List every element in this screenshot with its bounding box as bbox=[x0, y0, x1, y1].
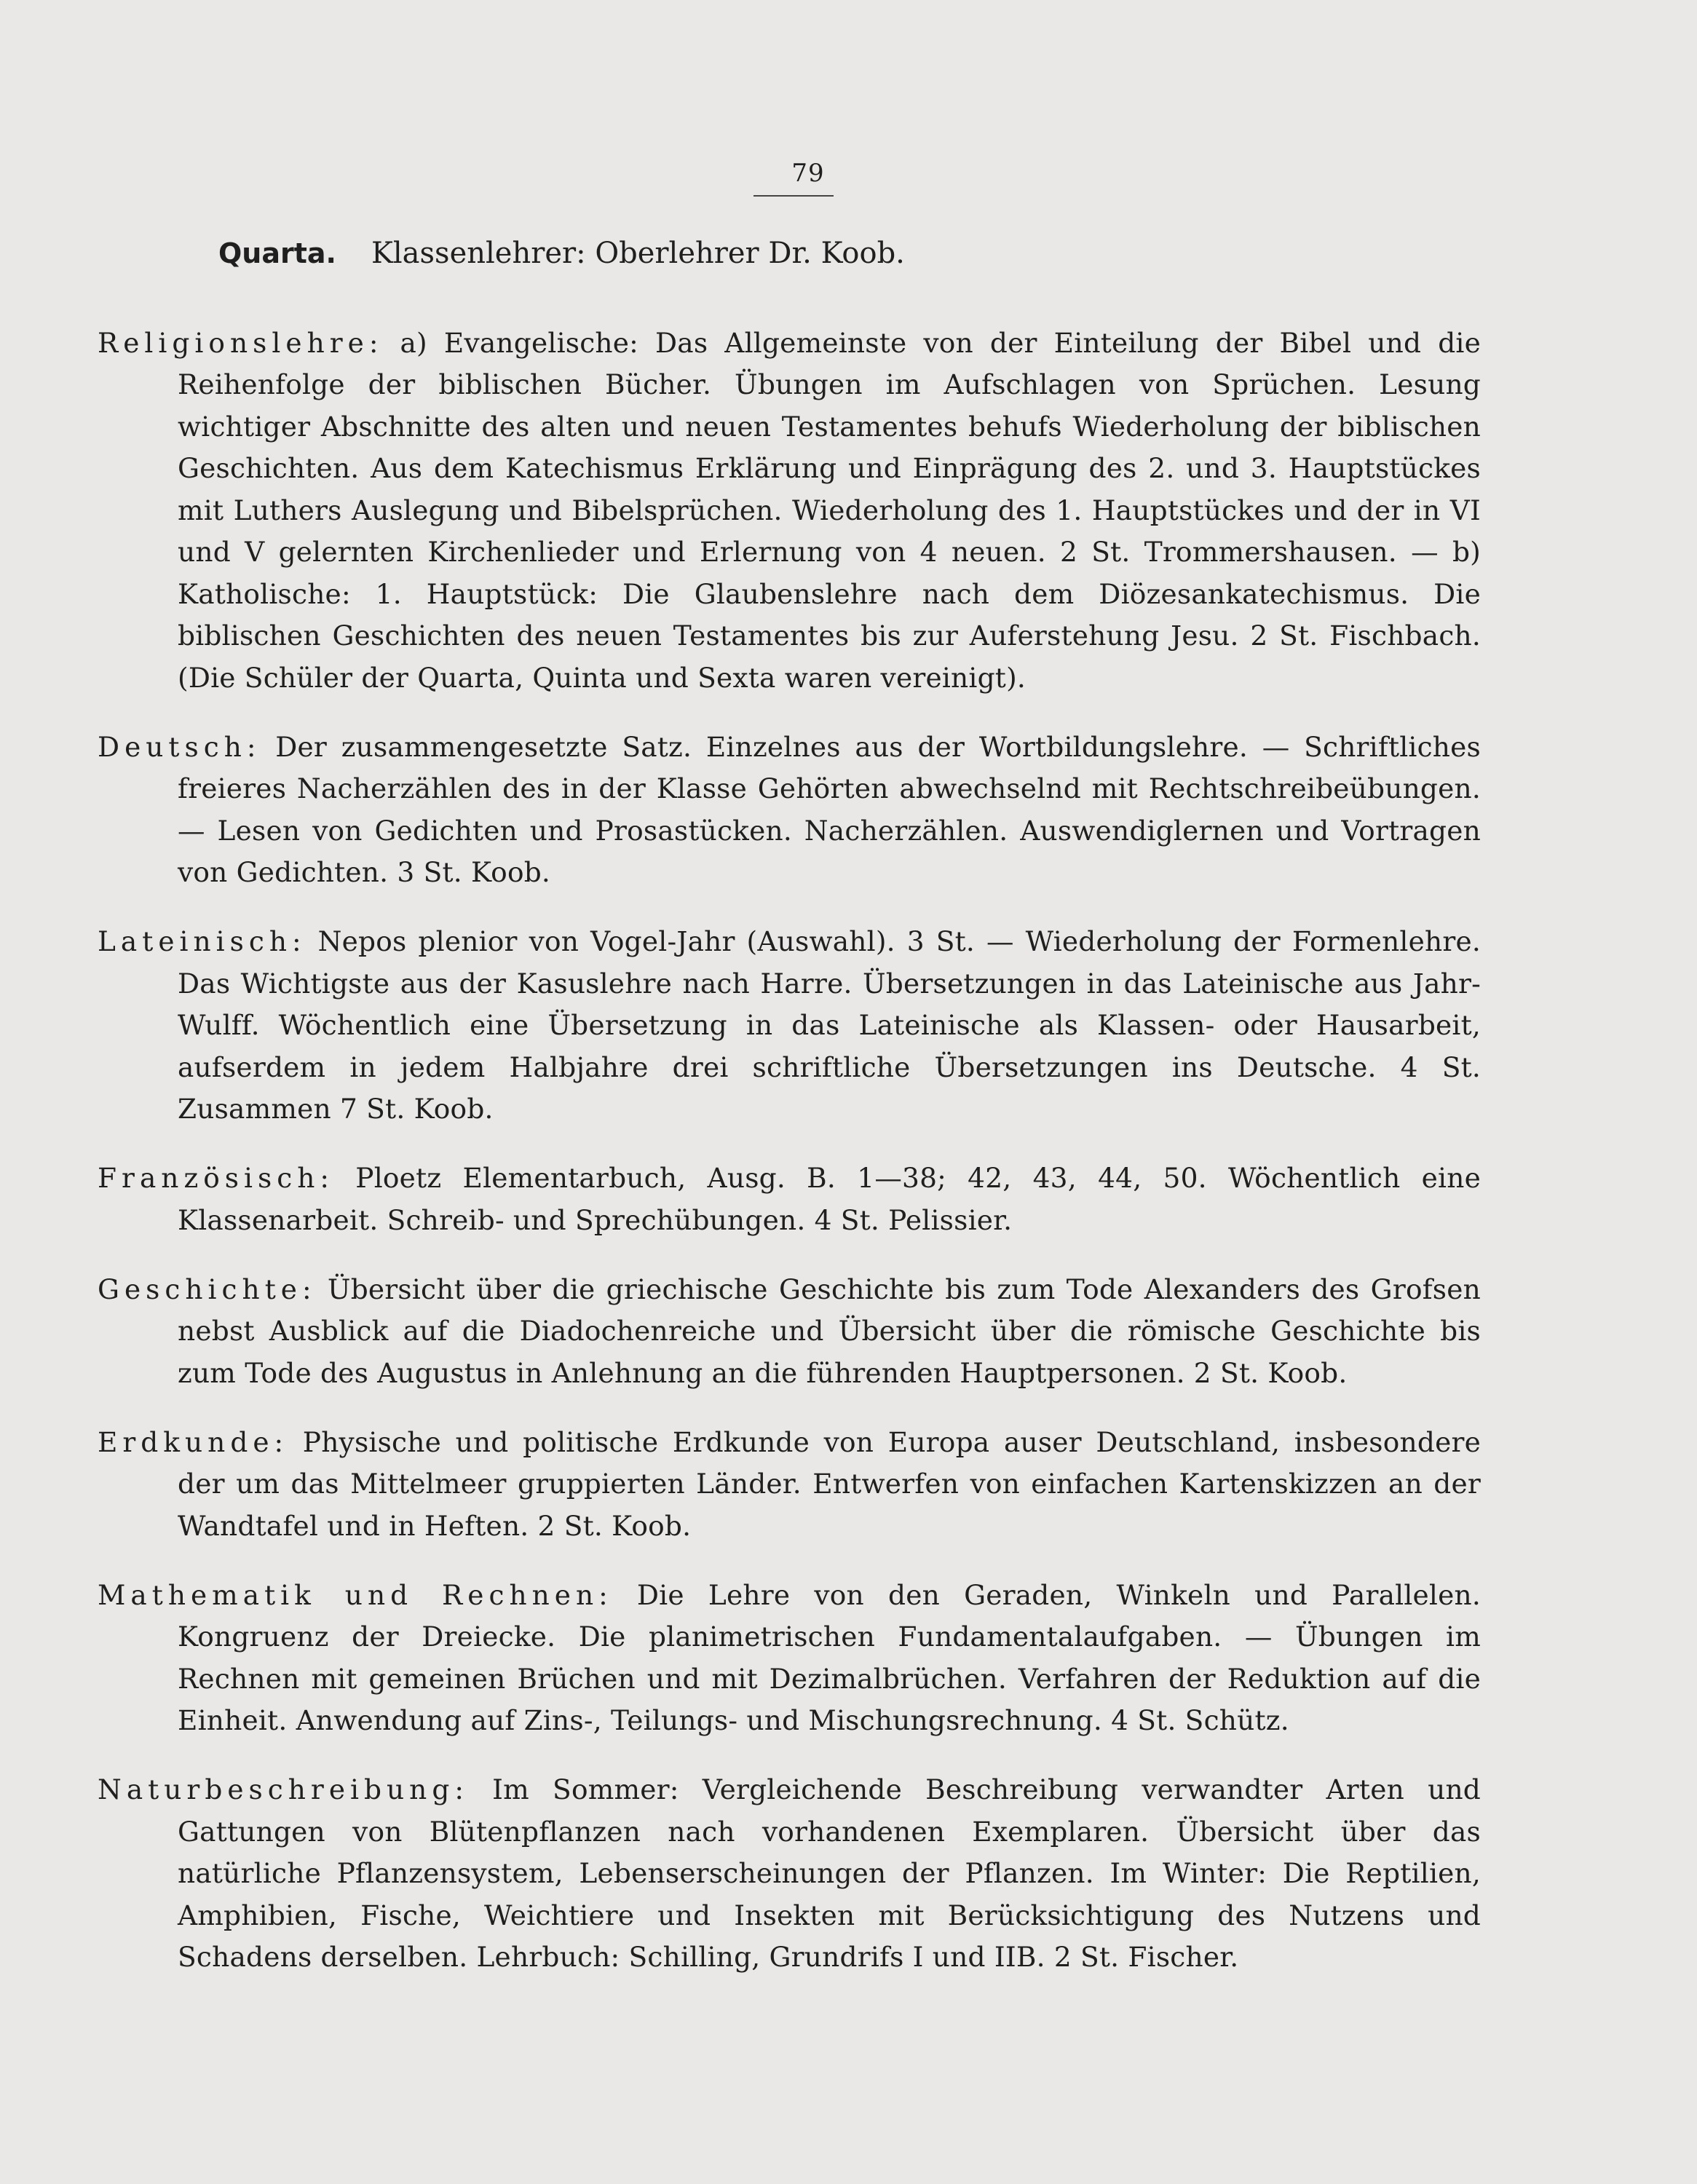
section-geschichte bbox=[98, 1269, 1481, 1395]
section-naturbeschreibung bbox=[98, 1769, 1481, 1979]
section-text: Der zusammengesetzte Satz. Einzelnes aus der Wortbildungslehre. — Schriftliches freieres Nacherzählen des in der Klasse Gehörten abwechselnd mit Rechtschreibeübungen. — Lesen von Gedichten und Prosastücken. Nacherzählen. Auswendiglernen und Vortragen von Gedichten. 3 St. Koob. bbox=[178, 730, 1481, 888]
subject-label: Mathematik und Rechnen: bbox=[98, 1578, 613, 1611]
section-text: Die Lehre von den Geraden, Winkeln und Parallelen. Kongruenz der Dreiecke. Die planimetrischen Fundamentalaufgaben. — Übungen im Rechnen mit gemeinen Brüchen und mit Dezimalbrüchen. Verfahren der Reduktion auf die Einheit. Anwendung auf Zins-, Teilungs- und Mischungsrechnung. 4 St. Schütz. bbox=[178, 1578, 1481, 1736]
page-number-rule bbox=[753, 195, 834, 197]
class-teacher: Klassenlehrer: Oberlehrer Dr. Koob. bbox=[371, 237, 905, 270]
section-text: Nepos plenior von Vogel-Jahr (Auswahl). 3 St. — Wiederholung der Formenlehre. Das Wichtigste aus der Kasuslehre nach Harre. Übersetzungen in das Lateinische aus Jahr-Wulff. Wöchentlich eine Übersetzung in das Lateinische als Klassen- oder Hausarbeit, aufserdem in jedem Halbjahre drei schriftliche Übersetzungen ins Deutsche. 4 St. Zusammen 7 St. Koob. bbox=[178, 925, 1481, 1125]
subject-label: Erdkunde: bbox=[98, 1425, 289, 1458]
subject-label: Naturbeschreibung: bbox=[98, 1773, 469, 1805]
page-number: 79 bbox=[791, 159, 825, 188]
section-text: Physische und politische Erdkunde von Europa auser Deutschland, insbesondere der um das Mittelmeer gruppierten Länder. Entwerfen von einfachen Kartenskizzen an der Wandtafel und in Heften. 2 St. Koob. bbox=[178, 1425, 1481, 1542]
section-text: Ploetz Elementarbuch, Ausg. B. 1—38; 42, 43, 44, 50. Wöchentlich eine Klassenarbeit. Schreib- und Sprechübungen. 4 St. Pelissier. bbox=[178, 1162, 1481, 1236]
subject-label: Religionslehre: bbox=[98, 326, 384, 359]
section-text: Übersicht über die griechische Geschichte bis zum Tode Alexanders des Grofsen nebst Ausblick auf die Diadochenreiche und Übersicht über die römische Geschichte bis zum Tode des Augustus in Anlehnung an die führenden Hauptpersonen. 2 St. Koob. bbox=[178, 1273, 1481, 1389]
subject-label: Lateinisch: bbox=[98, 925, 306, 957]
section-mathematik bbox=[98, 1575, 1481, 1742]
section-deutsch bbox=[98, 727, 1481, 894]
subject-label: Deutsch: bbox=[98, 730, 261, 763]
curriculum-content bbox=[98, 295, 1481, 1992]
section-lateinisch bbox=[98, 921, 1481, 1131]
class-header bbox=[218, 237, 905, 270]
section-text: Im Sommer: Vergleichende Beschreibung verwandter Arten und Gattungen von Blütenpflanzen nach vorhandenen Exemplaren. Übersicht über das natürliche Pflanzensystem, Lebenserscheinungen der Pflanzen. Im Winter: Die Reptilien, Amphibien, Fische, Weichtiere und Insekten mit Berücksichtigung des Nutzens und Schadens derselben. Lehrbuch: Schilling, Grundrifs I und IIB. 2 St. Fischer. bbox=[178, 1773, 1481, 1973]
class-name: Quarta. bbox=[218, 237, 336, 269]
section-franzoesisch bbox=[98, 1158, 1481, 1241]
subject-label: Geschichte: bbox=[98, 1273, 317, 1305]
subject-label: Französisch: bbox=[98, 1162, 335, 1194]
section-erdkunde bbox=[98, 1422, 1481, 1548]
section-text: a) Evangelische: Das Allgemeinste von der Einteilung der Bibel und die Reihenfolge der biblischen Bücher. Übungen im Aufschlagen von Sprüchen. Lesung wichtiger Abschnitte des alten und neuen Testamentes behufs Wiederholung der biblischen Geschichten. Aus dem Katechismus Erklärung und Einprägung des 2. und 3. Hauptstückes mit Luthers Auslegung und Bibelsprüchen. Wiederholung des 1. Hauptstückes und der in VI und V gelernten Kirchenlieder und Erlernung von 4 neuen. 2 St. Trommershausen. — b) Katholische: 1. Hauptstück: Die Glaubenslehre nach dem Diözesankatechismus. Die biblischen Geschichten des neuen Testamentes bis zur Auferstehung Jesu. 2 St. Fischbach. (Die Schüler der Quarta, Quinta und Sexta waren vereinigt). bbox=[178, 326, 1481, 694]
section-religionslehre bbox=[98, 323, 1481, 700]
